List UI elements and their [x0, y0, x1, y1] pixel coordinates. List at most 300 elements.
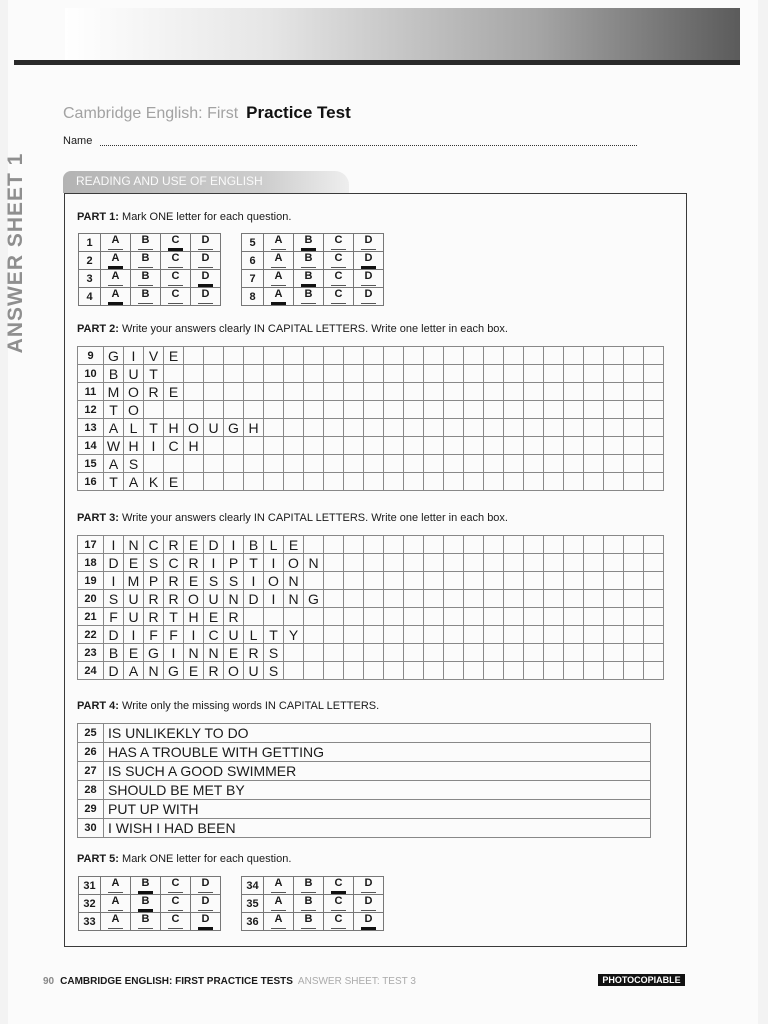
letter-box[interactable]: N: [184, 644, 204, 662]
letter-box[interactable]: [544, 554, 564, 572]
letter-box[interactable]: N: [224, 590, 244, 608]
option-cell-d[interactable]: [191, 913, 221, 931]
letter-box[interactable]: E: [184, 662, 204, 680]
letter-box[interactable]: [464, 626, 484, 644]
option-cell-b[interactable]: [131, 895, 161, 913]
option-cell-a[interactable]: [101, 877, 131, 895]
letter-box[interactable]: [644, 365, 664, 383]
option-cell-c[interactable]: [324, 913, 354, 931]
letter-box[interactable]: [464, 437, 484, 455]
letter-box[interactable]: [244, 437, 264, 455]
letter-box[interactable]: [404, 572, 424, 590]
option-cell-c[interactable]: [161, 877, 191, 895]
letter-box[interactable]: I: [164, 644, 184, 662]
letter-box[interactable]: [584, 365, 604, 383]
letter-box[interactable]: [224, 347, 244, 365]
letter-box[interactable]: [204, 473, 224, 491]
letter-box[interactable]: [224, 437, 244, 455]
letter-box[interactable]: [544, 473, 564, 491]
letter-box[interactable]: [264, 608, 284, 626]
letter-box[interactable]: [644, 419, 664, 437]
letter-box[interactable]: [624, 455, 644, 473]
letter-box[interactable]: [304, 662, 324, 680]
letter-box[interactable]: [484, 626, 504, 644]
letter-box[interactable]: [584, 383, 604, 401]
letter-box[interactable]: [324, 473, 344, 491]
letter-box[interactable]: [464, 365, 484, 383]
letter-box[interactable]: [584, 662, 604, 680]
letter-box[interactable]: [504, 590, 524, 608]
option-cell-d[interactable]: [191, 234, 221, 252]
letter-box[interactable]: [324, 572, 344, 590]
letter-box[interactable]: [624, 662, 644, 680]
letter-box[interactable]: T: [104, 401, 124, 419]
option-cell-a[interactable]: [264, 895, 294, 913]
letter-box[interactable]: [484, 662, 504, 680]
option-cell-c[interactable]: [161, 913, 191, 931]
letter-box[interactable]: [264, 401, 284, 419]
option-cell-d[interactable]: [354, 234, 384, 252]
letter-box[interactable]: [384, 437, 404, 455]
letter-box[interactable]: [204, 437, 224, 455]
answer-field[interactable]: IS SUCH A GOOD SWIMMER: [104, 762, 651, 781]
letter-box[interactable]: U: [204, 590, 224, 608]
letter-box[interactable]: A: [124, 662, 144, 680]
letter-box[interactable]: [564, 536, 584, 554]
answer-field[interactable]: PUT UP WITH: [104, 800, 651, 819]
letter-box[interactable]: F: [104, 608, 124, 626]
option-cell-b[interactable]: [294, 877, 324, 895]
letter-box[interactable]: [544, 383, 564, 401]
letter-box[interactable]: [204, 365, 224, 383]
letter-box[interactable]: [404, 536, 424, 554]
letter-box[interactable]: [644, 455, 664, 473]
letter-box[interactable]: [564, 554, 584, 572]
option-cell-d[interactable]: [354, 877, 384, 895]
letter-box[interactable]: [444, 572, 464, 590]
option-cell-c[interactable]: [324, 288, 354, 306]
letter-box[interactable]: [564, 455, 584, 473]
letter-box[interactable]: [404, 455, 424, 473]
letter-box[interactable]: [584, 590, 604, 608]
letter-box[interactable]: [644, 536, 664, 554]
letter-box[interactable]: [384, 626, 404, 644]
letter-box[interactable]: [324, 590, 344, 608]
letter-box[interactable]: [544, 644, 564, 662]
letter-box[interactable]: N: [284, 590, 304, 608]
letter-box[interactable]: [224, 383, 244, 401]
letter-box[interactable]: S: [124, 455, 144, 473]
letter-box[interactable]: [244, 365, 264, 383]
letter-box[interactable]: [404, 554, 424, 572]
letter-box[interactable]: [624, 347, 644, 365]
letter-box[interactable]: [524, 365, 544, 383]
letter-box[interactable]: [504, 554, 524, 572]
letter-box[interactable]: E: [124, 554, 144, 572]
letter-box[interactable]: [364, 608, 384, 626]
letter-box[interactable]: [244, 401, 264, 419]
letter-box[interactable]: [344, 626, 364, 644]
letter-box[interactable]: [564, 437, 584, 455]
option-cell-a[interactable]: [101, 234, 131, 252]
letter-box[interactable]: [564, 365, 584, 383]
letter-box[interactable]: [424, 554, 444, 572]
letter-box[interactable]: [304, 572, 324, 590]
letter-box[interactable]: [484, 554, 504, 572]
letter-box[interactable]: C: [164, 554, 184, 572]
option-cell-a[interactable]: [101, 288, 131, 306]
option-cell-a[interactable]: [101, 252, 131, 270]
letter-box[interactable]: R: [144, 608, 164, 626]
letter-box[interactable]: [584, 536, 604, 554]
letter-box[interactable]: [424, 473, 444, 491]
letter-box[interactable]: [644, 437, 664, 455]
letter-box[interactable]: N: [124, 536, 144, 554]
option-cell-a[interactable]: [264, 913, 294, 931]
letter-box[interactable]: [364, 644, 384, 662]
letter-box[interactable]: [344, 383, 364, 401]
option-cell-b[interactable]: [294, 913, 324, 931]
letter-box[interactable]: [284, 437, 304, 455]
letter-box[interactable]: [304, 401, 324, 419]
letter-box[interactable]: M: [104, 383, 124, 401]
letter-box[interactable]: [504, 572, 524, 590]
letter-box[interactable]: [524, 554, 544, 572]
letter-box[interactable]: [444, 536, 464, 554]
letter-box[interactable]: [484, 437, 504, 455]
letter-box[interactable]: [484, 608, 504, 626]
letter-box[interactable]: U: [244, 662, 264, 680]
letter-box[interactable]: [284, 419, 304, 437]
letter-box[interactable]: [604, 365, 624, 383]
letter-box[interactable]: D: [204, 536, 224, 554]
letter-box[interactable]: E: [284, 536, 304, 554]
letter-box[interactable]: I: [104, 536, 124, 554]
option-cell-c[interactable]: [161, 270, 191, 288]
letter-box[interactable]: [624, 383, 644, 401]
letter-box[interactable]: [444, 608, 464, 626]
letter-box[interactable]: [404, 608, 424, 626]
letter-box[interactable]: [424, 419, 444, 437]
letter-box[interactable]: S: [264, 644, 284, 662]
letter-box[interactable]: [364, 401, 384, 419]
letter-box[interactable]: [584, 401, 604, 419]
letter-box[interactable]: [304, 383, 324, 401]
letter-box[interactable]: [384, 536, 404, 554]
letter-box[interactable]: [644, 590, 664, 608]
letter-box[interactable]: N: [284, 572, 304, 590]
letter-box[interactable]: [424, 644, 444, 662]
letter-box[interactable]: [644, 473, 664, 491]
letter-box[interactable]: [524, 401, 544, 419]
letter-box[interactable]: [384, 455, 404, 473]
letter-box[interactable]: [544, 419, 564, 437]
letter-box[interactable]: [364, 419, 384, 437]
letter-box[interactable]: [344, 608, 364, 626]
letter-box[interactable]: [304, 608, 324, 626]
letter-box[interactable]: [524, 572, 544, 590]
letter-box[interactable]: [464, 347, 484, 365]
letter-box[interactable]: [284, 644, 304, 662]
letter-box[interactable]: [384, 644, 404, 662]
letter-box[interactable]: [184, 347, 204, 365]
letter-box[interactable]: [604, 473, 624, 491]
letter-box[interactable]: H: [184, 608, 204, 626]
letter-box[interactable]: [524, 626, 544, 644]
letter-box[interactable]: [564, 626, 584, 644]
letter-box[interactable]: [364, 365, 384, 383]
option-cell-c[interactable]: [161, 288, 191, 306]
letter-box[interactable]: [584, 572, 604, 590]
letter-box[interactable]: E: [204, 608, 224, 626]
letter-box[interactable]: U: [224, 626, 244, 644]
option-cell-d[interactable]: [354, 913, 384, 931]
option-cell-d[interactable]: [191, 877, 221, 895]
letter-box[interactable]: E: [224, 644, 244, 662]
letter-box[interactable]: D: [244, 590, 264, 608]
letter-box[interactable]: [604, 536, 624, 554]
letter-box[interactable]: [444, 419, 464, 437]
letter-box[interactable]: [264, 455, 284, 473]
letter-box[interactable]: [524, 590, 544, 608]
option-cell-a[interactable]: [264, 288, 294, 306]
letter-box[interactable]: [444, 383, 464, 401]
letter-box[interactable]: [384, 572, 404, 590]
letter-box[interactable]: [424, 608, 444, 626]
letter-box[interactable]: C: [164, 437, 184, 455]
letter-box[interactable]: [564, 383, 584, 401]
option-cell-b[interactable]: [294, 252, 324, 270]
letter-box[interactable]: [144, 401, 164, 419]
letter-box[interactable]: [644, 662, 664, 680]
letter-box[interactable]: [584, 626, 604, 644]
letter-box[interactable]: [584, 437, 604, 455]
letter-box[interactable]: [584, 455, 604, 473]
letter-box[interactable]: [504, 644, 524, 662]
option-cell-d[interactable]: [191, 895, 221, 913]
letter-box[interactable]: [344, 365, 364, 383]
answer-field[interactable]: IS UNLIKEKLY TO DO: [104, 724, 651, 743]
letter-box[interactable]: [244, 383, 264, 401]
letter-box[interactable]: V: [144, 347, 164, 365]
letter-box[interactable]: [364, 554, 384, 572]
letter-box[interactable]: [404, 383, 424, 401]
letter-box[interactable]: [544, 401, 564, 419]
letter-box[interactable]: F: [144, 626, 164, 644]
letter-box[interactable]: [524, 473, 544, 491]
letter-box[interactable]: [464, 662, 484, 680]
letter-box[interactable]: [544, 608, 564, 626]
letter-box[interactable]: [384, 590, 404, 608]
letter-box[interactable]: [144, 455, 164, 473]
letter-box[interactable]: [504, 347, 524, 365]
letter-box[interactable]: O: [124, 383, 144, 401]
letter-box[interactable]: [264, 473, 284, 491]
letter-box[interactable]: [344, 455, 364, 473]
letter-box[interactable]: [584, 347, 604, 365]
letter-box[interactable]: [324, 608, 344, 626]
letter-box[interactable]: [324, 536, 344, 554]
letter-box[interactable]: [624, 644, 644, 662]
letter-box[interactable]: [324, 662, 344, 680]
letter-box[interactable]: H: [184, 437, 204, 455]
letter-box[interactable]: [624, 437, 644, 455]
letter-box[interactable]: [464, 554, 484, 572]
letter-box[interactable]: [604, 608, 624, 626]
option-cell-c[interactable]: [324, 270, 354, 288]
letter-box[interactable]: [464, 644, 484, 662]
letter-box[interactable]: U: [124, 590, 144, 608]
letter-box[interactable]: [624, 419, 644, 437]
letter-box[interactable]: [564, 608, 584, 626]
letter-box[interactable]: O: [264, 572, 284, 590]
letter-box[interactable]: [224, 401, 244, 419]
letter-box[interactable]: W: [104, 437, 124, 455]
letter-box[interactable]: [604, 401, 624, 419]
letter-box[interactable]: [404, 419, 424, 437]
letter-box[interactable]: [544, 626, 564, 644]
letter-box[interactable]: D: [104, 662, 124, 680]
letter-box[interactable]: [404, 473, 424, 491]
letter-box[interactable]: [484, 590, 504, 608]
letter-box[interactable]: [504, 608, 524, 626]
letter-box[interactable]: I: [124, 347, 144, 365]
letter-box[interactable]: [304, 347, 324, 365]
letter-box[interactable]: [184, 365, 204, 383]
letter-box[interactable]: T: [104, 473, 124, 491]
letter-box[interactable]: [444, 401, 464, 419]
letter-box[interactable]: [564, 347, 584, 365]
letter-box[interactable]: Y: [284, 626, 304, 644]
letter-box[interactable]: [444, 473, 464, 491]
letter-box[interactable]: [564, 590, 584, 608]
letter-box[interactable]: [424, 347, 444, 365]
letter-box[interactable]: K: [144, 473, 164, 491]
option-cell-b[interactable]: [131, 288, 161, 306]
letter-box[interactable]: B: [104, 644, 124, 662]
letter-box[interactable]: [264, 419, 284, 437]
option-cell-b[interactable]: [131, 877, 161, 895]
letter-box[interactable]: T: [244, 554, 264, 572]
letter-box[interactable]: [624, 572, 644, 590]
letter-box[interactable]: [624, 365, 644, 383]
letter-box[interactable]: D: [104, 626, 124, 644]
letter-box[interactable]: [364, 626, 384, 644]
letter-box[interactable]: [304, 644, 324, 662]
letter-box[interactable]: L: [124, 419, 144, 437]
letter-box[interactable]: [584, 554, 604, 572]
letter-box[interactable]: [324, 437, 344, 455]
letter-box[interactable]: [364, 437, 384, 455]
letter-box[interactable]: [384, 401, 404, 419]
letter-box[interactable]: [604, 347, 624, 365]
letter-box[interactable]: [424, 383, 444, 401]
letter-box[interactable]: O: [124, 401, 144, 419]
letter-box[interactable]: [224, 473, 244, 491]
letter-box[interactable]: I: [184, 626, 204, 644]
letter-box[interactable]: E: [164, 473, 184, 491]
letter-box[interactable]: [504, 626, 524, 644]
letter-box[interactable]: [424, 572, 444, 590]
letter-box[interactable]: O: [184, 419, 204, 437]
letter-box[interactable]: [624, 626, 644, 644]
letter-box[interactable]: [284, 365, 304, 383]
letter-box[interactable]: [304, 455, 324, 473]
letter-box[interactable]: [284, 455, 304, 473]
letter-box[interactable]: [424, 626, 444, 644]
letter-box[interactable]: [404, 365, 424, 383]
letter-box[interactable]: [524, 383, 544, 401]
letter-box[interactable]: A: [104, 455, 124, 473]
letter-box[interactable]: [324, 401, 344, 419]
letter-box[interactable]: [504, 383, 524, 401]
letter-box[interactable]: [404, 644, 424, 662]
letter-box[interactable]: E: [184, 572, 204, 590]
letter-box[interactable]: [424, 455, 444, 473]
letter-box[interactable]: [644, 644, 664, 662]
letter-box[interactable]: T: [264, 626, 284, 644]
letter-box[interactable]: R: [164, 536, 184, 554]
letter-box[interactable]: A: [104, 419, 124, 437]
letter-box[interactable]: [324, 455, 344, 473]
letter-box[interactable]: [324, 626, 344, 644]
letter-box[interactable]: [304, 365, 324, 383]
letter-box[interactable]: [604, 662, 624, 680]
letter-box[interactable]: S: [104, 590, 124, 608]
letter-box[interactable]: [644, 608, 664, 626]
letter-box[interactable]: E: [184, 536, 204, 554]
letter-box[interactable]: I: [244, 572, 264, 590]
letter-box[interactable]: [304, 419, 324, 437]
letter-box[interactable]: O: [284, 554, 304, 572]
letter-box[interactable]: [284, 608, 304, 626]
letter-box[interactable]: B: [244, 536, 264, 554]
letter-box[interactable]: [184, 383, 204, 401]
letter-box[interactable]: [344, 419, 364, 437]
letter-box[interactable]: [604, 437, 624, 455]
letter-box[interactable]: [484, 572, 504, 590]
letter-box[interactable]: [604, 554, 624, 572]
letter-box[interactable]: [464, 608, 484, 626]
letter-box[interactable]: [384, 419, 404, 437]
letter-box[interactable]: R: [244, 644, 264, 662]
option-cell-b[interactable]: [131, 234, 161, 252]
letter-box[interactable]: [284, 662, 304, 680]
option-cell-c[interactable]: [161, 895, 191, 913]
letter-box[interactable]: [244, 608, 264, 626]
letter-box[interactable]: [644, 383, 664, 401]
letter-box[interactable]: [464, 419, 484, 437]
letter-box[interactable]: [604, 644, 624, 662]
letter-box[interactable]: [504, 437, 524, 455]
letter-box[interactable]: [524, 347, 544, 365]
letter-box[interactable]: P: [224, 554, 244, 572]
answer-field[interactable]: I WISH I HAD BEEN: [104, 819, 651, 838]
letter-box[interactable]: [244, 455, 264, 473]
letter-box[interactable]: [564, 419, 584, 437]
option-cell-b[interactable]: [131, 252, 161, 270]
letter-box[interactable]: S: [264, 662, 284, 680]
letter-box[interactable]: C: [144, 536, 164, 554]
option-cell-c[interactable]: [324, 252, 354, 270]
option-cell-a[interactable]: [264, 877, 294, 895]
letter-box[interactable]: [284, 473, 304, 491]
letter-box[interactable]: G: [224, 419, 244, 437]
letter-box[interactable]: R: [164, 572, 184, 590]
letter-box[interactable]: [324, 554, 344, 572]
letter-box[interactable]: [624, 473, 644, 491]
letter-box[interactable]: [204, 401, 224, 419]
